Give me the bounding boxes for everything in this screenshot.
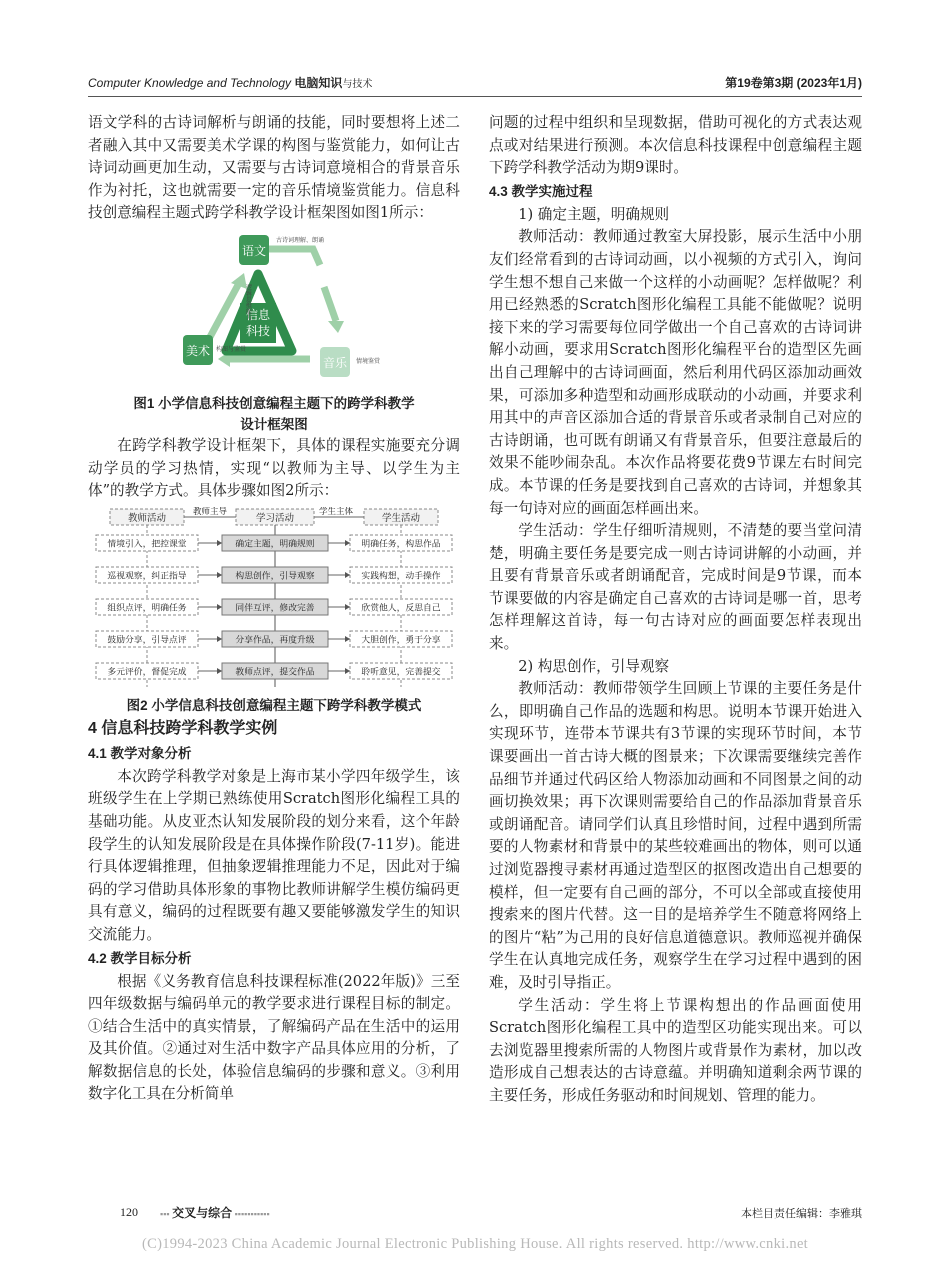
running-header	[88, 74, 862, 94]
section-heading-4-1: 4.1 教学对象分析	[88, 745, 192, 761]
arrow	[324, 287, 336, 321]
arrow	[266, 249, 320, 265]
ann-yuwen: 古诗词理解、朗诵	[276, 236, 325, 244]
step-label: 实践构想，动手操作	[361, 571, 441, 582]
figure-1-caption: 图1 小学信息科技创意编程主题下的跨学科教学 设计框架图	[133, 395, 415, 432]
copyright-watermark: (C)1994-2023 China Academic Journal Electronic Publishing House. All rights reserved. http://www.cnki.net	[141, 1236, 809, 1252]
arrow-head	[217, 540, 222, 546]
label-teacher-led: 教师主导	[192, 506, 228, 517]
teaching-mode-diagram	[88, 507, 460, 693]
node-yinyue-label: 音乐	[322, 355, 348, 370]
node-meishu-label: 美术	[185, 343, 211, 358]
paragraph: 本次跨学科教学对象是上海市某小学四年级学生，该班级学生在上学期已熟练使用Scratch图形化编程工具的基础功能。从皮亚杰认知发展阶段的划分来看，这个年龄段学生的认知发展阶段是在具体操作阶段(7-11岁)。能进行具体逻辑推理，但抽象逻辑推理能力不足，因此对于编码的学习借助具体形象的事物比教师讲解学生模仿编码更具有意义，编码的过程既要有趣又要能够激发学生的知识交流能力。	[88, 767, 460, 943]
step-label: 确定主题，明确规则	[235, 539, 315, 550]
step-label: 鼓励分享，引导点评	[107, 635, 187, 646]
subheading-1: 1) 确定主题，明确规则	[518, 205, 670, 223]
arrow-head	[345, 668, 350, 674]
paragraph: 学生活动：学生仔细听清规则，不清楚的要当堂问清楚，明确主要任务是要完成一则古诗词讲解的小动画，并且要有背景音乐或者朗诵配音，完成时间是9节课，而本节课要做的内容是确定自己喜欢的古诗词是哪一首，思考怎样理解这首诗，每一句古诗对应的画面要怎样表现出来。	[489, 522, 862, 653]
paragraph: 根据《义务教育信息科技课程标准(2022年版)》三至四年级数据与编码单元的教学要求进行课程目标的制定。①结合生活中的真实情景，了解编码产品在生活中的运用及其价值。②通过对生活中数字产品具体应用的分析，了解数据信息的长处，体验信息编码的步骤和意义。③利用数字化工具在分析简单	[88, 972, 460, 1103]
column-header: 学习活动	[255, 512, 295, 524]
step-label: 构思创作，引导观察	[235, 571, 315, 582]
figure-2-caption: 图2 小学信息科技创意编程主题下跨学科教学模式	[126, 697, 422, 713]
paragraph: 在跨学科教学设计框架下，具体的课程实施要充分调动学员的学习热情，实现“以教师为主导、以学生为主体”的教学方式。具体步骤如图2所示：	[88, 436, 460, 500]
subheading-2: 2) 构思创作，引导观察	[518, 657, 670, 675]
label-student-centered: 学生主体	[318, 506, 354, 517]
section-heading-4-2: 4.2 教学目标分析	[88, 950, 192, 966]
arrow-head	[345, 604, 350, 610]
step-label: 欣赏他人，反思自己	[361, 603, 441, 614]
left-column	[88, 112, 460, 1106]
paragraph: 学生活动：学生将上节课构想出的作品画面使用Scratch图形化编程工具中的造型区功能实现出来。可以去浏览器里搜索所需的人物图片或背景作为素材，加以改造形成自己想表达的古诗意蕴。并明确知道剩余两节课的主要任务，形成任务驱动和时间规划、管理的能力。	[489, 996, 862, 1104]
ann-yinyue: 情境鉴赏	[356, 357, 381, 365]
section-heading-4: 4 信息科技跨学科教学实例	[88, 719, 278, 737]
figure-2	[88, 507, 460, 693]
arrow-head	[328, 321, 344, 333]
arrow-head	[217, 572, 222, 578]
editor-credit: 本栏目责任编辑：李雅琪	[741, 1207, 862, 1220]
step-label: 多元评价，督促完成	[107, 667, 187, 678]
step-label: 情境引入，把控课堂	[107, 539, 187, 550]
step-label: 分享作品，再度升级	[235, 635, 315, 646]
header-rule	[88, 96, 862, 97]
section-name: ▪▪▪ 交叉与综合 ▪▪▪▪▪▪▪▪▪▪▪	[160, 1206, 270, 1220]
section-heading-4-3: 4.3 教学实施过程	[489, 183, 593, 199]
arrow-head	[217, 636, 222, 642]
paragraph: 教师活动：教师通过教室大屏投影，展示生活中小朋友们经常看到的古诗词动画，以小视频的方式引入，询问学生想不想自己来做一个这样的小动画呢？怎样做呢？利用已经熟悉的Scratch图形化编程工具能不能做呢？说明接下来的学习需要每位同学做出一个自己喜欢的古诗词讲解小动画，要求用Scratch图形化编程平台的造型区先画出自己理解中的古诗词画面，然后利用代码区添加动画效果，可添加多种造型和动画形成联动的小动画，并要求利用其中的声音区添加合适的背景音乐或者录制自己对应的古诗朗诵，也可既有朗诵又有背景音乐，但要注意最后的效果不能吵闹杂乱。本次作品将要花费9节课左右时间完成。本节课的任务是要找到自己喜欢的古诗词，并想象其每一句诗对应的画面怎样画出来。	[489, 228, 862, 517]
column-header: 教师活动	[127, 512, 167, 524]
right-column	[489, 112, 862, 1108]
ann-meishu: 构图与鉴赏	[216, 345, 247, 353]
step-label: 巡视观察，纠正指导	[107, 571, 187, 582]
step-label: 大胆创作，勇于分享	[361, 635, 441, 646]
page-number: 120	[120, 1205, 138, 1219]
center-label-2: 科技	[245, 323, 271, 338]
column-header: 学生活动	[381, 512, 421, 524]
node-yuwen-label: 语文	[241, 243, 267, 258]
step-label: 组织点评，明确任务	[107, 603, 187, 614]
ann-logic: 逻辑思维能力	[244, 283, 252, 320]
step-label: 明确任务，构思作品	[361, 539, 441, 550]
center-label-1: 信息	[245, 307, 271, 322]
issue-info: 第19卷第3期 (2023年1月)	[725, 76, 862, 90]
arrow-head	[217, 668, 222, 674]
paragraph: 语文学科的古诗词解析与朗诵的技能，同时要想将上述二者融入其中又需要美术学课的构图与鉴赏能力，如何让古诗词动画更加生动，又需要与古诗词意境相合的背景音乐作为衬托，这也就需要一定的音乐情境鉴赏能力。信息科技创意编程主题式跨学科教学设计框架图如图1所示：	[88, 114, 460, 222]
figure-1	[88, 229, 460, 389]
paragraph: 问题的过程中组织和呈现数据，借助可视化的方式表达观点或对结果进行预测。本次信息科技课程中创意编程主题下跨学科教学活动为期9课时。	[489, 114, 862, 177]
arrow-head	[345, 572, 350, 578]
journal-name: Computer Knowledge and Technology 电脑知识与技术	[88, 76, 373, 90]
step-label: 同伴互评，修改完善	[235, 603, 315, 614]
paragraph: 教师活动：教师带领学生回顾上节课的主要任务是什么，即明确自己作品的选题和构思。说明本节课开始进入实现环节，连带本节课共有3节课的实现环节时间，本节课要画出一首古诗大概的图景来；下次课需要继续完善作品细节并通过代码区给人物添加动画和不同图景之间的动画切换效果；再下次课则需要给自己的作品添加背景音乐或朗诵配音。请同学们认真且珍惜时间，过程中遇到所需要的人物素材和背景中的某些较难画出的物体，则可以通过浏览器搜寻素材再通过造型区的抠图改造出自己想要的模样，但一定要有自己画的部分，不可以全部或直接使用搜索来的图片代替。这一目的是培养学生不随意将网络上的图片“粘”为己用的良好信息道德意识。教师巡视并确保学生在认真地完成任务，观察学生在学习过程中遇到的困难，及时引导指正。	[489, 680, 862, 991]
arrow-head	[345, 540, 350, 546]
framework-diagram	[88, 229, 460, 389]
arrow-head	[217, 604, 222, 610]
arrow-head	[345, 636, 350, 642]
step-label: 聆听意见，完善提交	[361, 667, 441, 678]
step-label: 教师点评，提交作品	[235, 667, 315, 678]
